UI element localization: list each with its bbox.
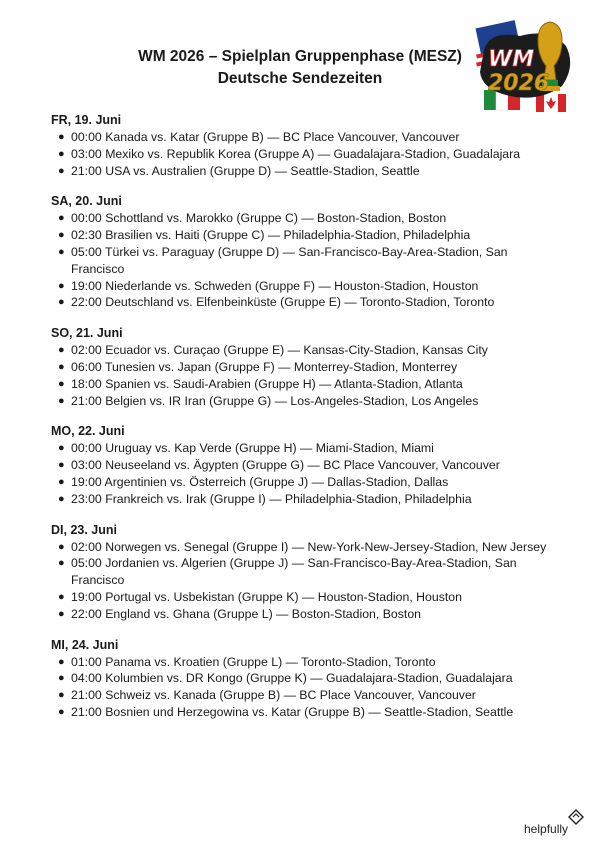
match-item: [51, 146, 551, 163]
match-item: [51, 670, 551, 687]
match-text: 04:00 Kolumbien vs. DR Kongo (Gruppe K) — Guadalajara-Stadion, Guadalajara: [71, 671, 513, 686]
day-heading: MI, 24. Juni: [51, 637, 119, 652]
bullet-icon: ●: [58, 655, 65, 668]
bullet-icon: ●: [58, 492, 65, 505]
match-item: [51, 474, 551, 491]
match-list: [51, 539, 551, 623]
match-list: [51, 129, 551, 179]
bullet-icon: ●: [58, 377, 65, 390]
match-item: [51, 244, 551, 278]
bullet-icon: ●: [58, 705, 65, 718]
bullet-icon: ●: [58, 164, 65, 177]
match-text: 05:00 Jordanien vs. Algerien (Gruppe J) — San-Francisco-Bay-Area-Stadion, San Francisco: [71, 556, 517, 588]
svg-text:2026: 2026: [488, 71, 550, 96]
match-item: [51, 606, 551, 623]
match-text: 00:00 Kanada vs. Katar (Gruppe B) — BC Place Vancouver, Vancouver: [71, 130, 460, 144]
match-text: 22:00 Deutschland vs. Elfenbeinküste (Gruppe E) — Toronto-Stadion, Toronto: [71, 295, 495, 310]
bullet-icon: ●: [58, 607, 65, 620]
bullet-icon: ●: [58, 540, 65, 553]
match-text: 21:00 USA vs. Australien (Gruppe D) — Seattle-Stadion, Seattle: [71, 163, 420, 178]
match-item: [51, 589, 551, 606]
bullet-icon: ●: [58, 394, 65, 407]
match-text: 03:00 Mexiko vs. Republik Korea (Gruppe A) — Guadalajara-Stadion, Guadalajara: [71, 146, 521, 161]
bullet-icon: ●: [58, 131, 65, 143]
match-text: 00:00 Schottland vs. Marokko (Gruppe C) — Boston-Stadion, Boston: [71, 211, 447, 226]
match-list: [51, 342, 551, 409]
match-text: 01:00 Panama vs. Kroatien (Gruppe L) — Toronto-Stadion, Toronto: [71, 654, 436, 669]
day-heading: SO, 21. Juni: [51, 326, 123, 341]
bullet-icon: ●: [58, 672, 65, 685]
day-heading: SA, 20. Juni: [51, 194, 122, 209]
bullet-icon: ●: [58, 279, 65, 292]
day-section: [51, 193, 551, 311]
bullet-icon: ●: [58, 229, 65, 242]
match-text: 03:00 Neuseeland vs. Ägypten (Gruppe G) — BC Place Vancouver, Vancouver: [71, 458, 500, 473]
match-item: [51, 227, 551, 244]
match-item: [51, 440, 551, 457]
match-item: [51, 491, 551, 508]
day-section: [51, 637, 551, 721]
brand-name: helpfully: [524, 822, 569, 836]
match-text: 23:00 Frankreich vs. Irak (Gruppe I) — Philadelphia-Stadion, Philadelphia: [71, 491, 472, 506]
wm-2026-logo: [470, 10, 582, 120]
match-list: [51, 654, 551, 721]
match-text: 00:00 Uruguay vs. Kap Verde (Gruppe H) — Miami-Stadion, Miami: [71, 441, 434, 456]
svg-text:WM: WM: [488, 47, 535, 72]
bullet-icon: ●: [58, 442, 65, 455]
bullet-icon: ●: [58, 212, 65, 225]
bullet-icon: ●: [58, 459, 65, 472]
day-section: [51, 325, 551, 409]
bullet-icon: ●: [58, 360, 65, 373]
match-text: 02:30 Brasilien vs. Haiti (Gruppe C) — Philadelphia-Stadion, Philadelphia: [71, 228, 471, 243]
match-item: [51, 359, 551, 376]
match-text: 19:00 Argentinien vs. Österreich (Gruppe J) — Dallas-Stadion, Dallas: [71, 474, 449, 489]
page-title: WM 2026 – Spielplan Gruppenphase (MESZ): [138, 48, 462, 65]
match-list: [51, 210, 551, 311]
match-text: 06:00 Tunesien vs. Japan (Gruppe F) — Monterrey-Stadion, Monterrey: [71, 359, 458, 374]
day-heading: DI, 23. Juni: [51, 522, 117, 537]
canada-flag-splash: [536, 94, 566, 112]
match-text: 05:00 Türkei vs. Paraguay (Gruppe D) — San-Francisco-Bay-Area-Stadion, San Francisco: [71, 244, 508, 276]
match-text: 18:00 Spanien vs. Saudi-Arabien (Gruppe H) — Atlanta-Stadion, Atlanta: [71, 376, 463, 391]
match-item: [51, 393, 551, 410]
bullet-icon: ●: [58, 475, 65, 488]
day-heading: FR, 19. Juni: [51, 113, 122, 127]
day-heading: MO, 22. Juni: [51, 424, 125, 439]
bullet-icon: ●: [58, 590, 65, 603]
day-section: [51, 423, 551, 507]
day-section: [51, 522, 551, 623]
match-text: 02:00 Ecuador vs. Curaçao (Gruppe E) — Kansas-City-Stadion, Kansas City: [71, 343, 488, 358]
match-text: 21:00 Schweiz vs. Kanada (Gruppe B) — BC Place Vancouver, Vancouver: [71, 688, 476, 703]
match-item: [51, 555, 551, 589]
bullet-icon: ●: [58, 147, 65, 160]
match-list: [51, 440, 551, 507]
match-item: [51, 129, 551, 146]
match-text: 21:00 Belgien vs. IR Iran (Gruppe G) — Los-Angeles-Stadion, Los Angeles: [71, 393, 479, 408]
bullet-icon: ●: [58, 344, 65, 357]
day-section: [51, 112, 551, 179]
match-text: 21:00 Bosnien und Herzegowina vs. Katar (Gruppe B) — Seattle-Stadion, Seattle: [71, 704, 514, 719]
match-text: 19:00 Niederlande vs. Schweden (Gruppe F) — Houston-Stadion, Houston: [71, 278, 479, 293]
match-item: [51, 342, 551, 359]
page-subtitle: Deutsche Sendezeiten: [217, 70, 383, 87]
match-item: [51, 539, 551, 556]
helpfully-logo-icon: [567, 808, 585, 826]
match-schedule: [51, 112, 551, 735]
match-text: 19:00 Portugal vs. Usbekistan (Gruppe K) — Houston-Stadion, Houston: [71, 589, 462, 604]
bullet-icon: ●: [58, 557, 65, 570]
match-item: [51, 278, 551, 295]
match-text: 02:00 Norwegen vs. Senegal (Gruppe I) — New-York-New-Jersey-Stadion, New Jersey: [71, 539, 547, 554]
match-item: [51, 210, 551, 227]
match-item: [51, 163, 551, 180]
match-item: [51, 687, 551, 704]
bullet-icon: ●: [58, 689, 65, 702]
match-item: [51, 294, 551, 311]
bullet-icon: ●: [58, 245, 65, 258]
match-item: [51, 376, 551, 393]
bullet-icon: ●: [58, 296, 65, 309]
match-text: 22:00 England vs. Ghana (Gruppe L) — Boston-Stadion, Boston: [71, 606, 421, 621]
match-item: [51, 654, 551, 671]
match-item: [51, 457, 551, 474]
match-item: [51, 704, 551, 721]
